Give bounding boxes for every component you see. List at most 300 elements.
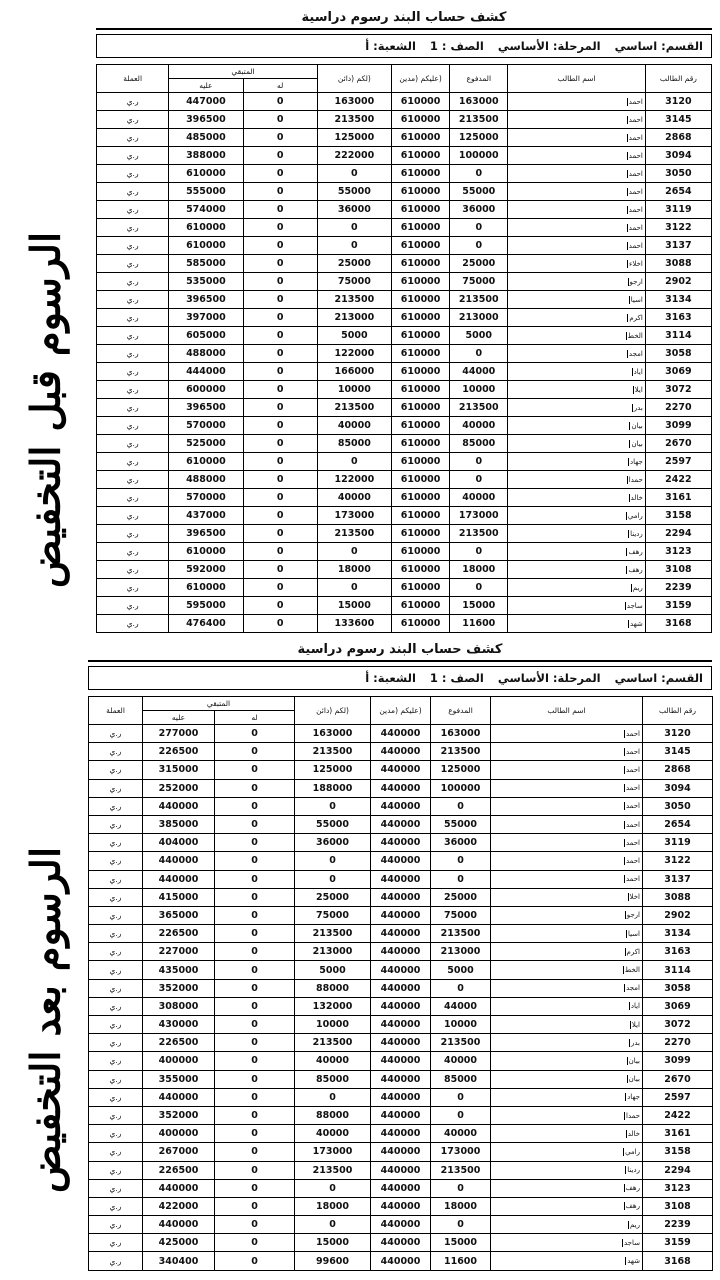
table-row	[89, 997, 713, 1015]
cell-on-him: 488000	[169, 345, 243, 363]
cell-currency: ر.ي	[97, 561, 169, 579]
cell-credit: 18000	[295, 1197, 371, 1215]
cell-paid: 0	[431, 852, 491, 870]
cell-credit: 0	[317, 237, 391, 255]
col-currency: العملة	[89, 697, 143, 725]
section: الشعبة: أ	[365, 39, 416, 53]
cell-debit: 440000	[371, 906, 431, 924]
cell-student-name	[491, 1125, 643, 1143]
cell-currency: ر.ي	[97, 273, 169, 291]
cell-student-no: 2270	[643, 1034, 713, 1052]
cell-currency: ر.ي	[89, 743, 143, 761]
cell-for-him: 0	[243, 201, 317, 219]
cell-student-name	[491, 979, 643, 997]
cell-for-him: 0	[215, 870, 295, 888]
cell-on-him: 447000	[169, 93, 243, 111]
cell-credit: 10000	[317, 381, 391, 399]
statement-after	[88, 640, 712, 1271]
table-row	[97, 615, 712, 633]
cell-credit: 213500	[295, 925, 371, 943]
cell-on-him: 252000	[143, 779, 215, 797]
table-row	[89, 1197, 713, 1215]
student-name-text: ريم	[630, 1220, 640, 1229]
col-currency: العملة	[97, 65, 169, 93]
cell-paid: 40000	[450, 489, 508, 507]
student-name-text: شهد	[627, 1257, 640, 1266]
table-row	[89, 1088, 713, 1106]
table-row	[89, 961, 713, 979]
cell-currency: ر.ي	[97, 147, 169, 165]
cell-student-name	[491, 1070, 643, 1088]
cell-student-no: 2239	[643, 1216, 713, 1234]
cell-debit: 610000	[391, 129, 449, 147]
cell-on-him: 277000	[143, 725, 215, 743]
cell-student-name	[508, 525, 645, 543]
cell-on-him: 485000	[169, 129, 243, 147]
cell-student-no: 2670	[643, 1070, 713, 1088]
cell-debit: 440000	[371, 1106, 431, 1124]
cell-for-him: 0	[215, 797, 295, 815]
cell-for-him: 0	[243, 471, 317, 489]
cell-student-no: 3108	[645, 561, 711, 579]
cell-currency: ر.ي	[89, 1197, 143, 1215]
cell-on-him: 396500	[169, 291, 243, 309]
cell-student-no: 3088	[645, 255, 711, 273]
student-name-text: احمد	[626, 729, 640, 738]
cell-on-him: 226500	[143, 925, 215, 943]
cell-paid: 213500	[450, 399, 508, 417]
student-name-text: ردينا	[627, 1166, 640, 1175]
cell-paid: 5000	[431, 961, 491, 979]
student-name-text: احمد	[628, 187, 643, 196]
cell-on-him: 396500	[169, 525, 243, 543]
table-body	[97, 93, 712, 633]
cell-on-him: 388000	[169, 147, 243, 165]
cell-student-name	[491, 870, 643, 888]
cell-currency: ر.ي	[89, 797, 143, 815]
table-row	[89, 1216, 713, 1234]
cell-paid: 15000	[450, 597, 508, 615]
cell-on-him: 610000	[169, 579, 243, 597]
cell-student-no: 3122	[645, 219, 711, 237]
table-row	[97, 435, 712, 453]
table-row	[97, 111, 712, 129]
cell-paid: 85000	[431, 1070, 491, 1088]
stage: المرحلة: الأساسي	[497, 39, 601, 53]
department: القسم: اساسي	[614, 39, 703, 53]
cell-for-him: 0	[215, 906, 295, 924]
cell-student-name	[491, 906, 643, 924]
cell-student-no: 2868	[643, 761, 713, 779]
cell-currency: ر.ي	[97, 309, 169, 327]
col-on-him: عليه	[143, 711, 215, 725]
cell-student-name	[491, 961, 643, 979]
student-name-text: بيان	[628, 1075, 640, 1084]
label-before-discount: الرسوم قبل التخفيض	[22, 231, 70, 589]
cell-debit: 610000	[391, 597, 449, 615]
cell-on-him: 422000	[143, 1197, 215, 1215]
student-name-text: احمد	[628, 115, 643, 124]
table-row	[89, 743, 713, 761]
cell-paid: 0	[431, 1088, 491, 1106]
cell-credit: 0	[295, 1179, 371, 1197]
cell-for-him: 0	[215, 1106, 295, 1124]
cell-student-name	[491, 761, 643, 779]
table-row	[97, 255, 712, 273]
cell-credit: 0	[295, 852, 371, 870]
cell-debit: 440000	[371, 1216, 431, 1234]
student-name-text: رامي	[625, 1147, 640, 1156]
cell-credit: 0	[317, 165, 391, 183]
cell-student-no: 2670	[645, 435, 711, 453]
cell-paid: 213000	[431, 943, 491, 961]
cell-credit: 125000	[317, 129, 391, 147]
cell-credit: 40000	[317, 489, 391, 507]
cell-debit: 610000	[391, 417, 449, 435]
student-name-text: اياد	[633, 367, 643, 376]
col-for-him: له	[243, 79, 317, 93]
col-for-him: له	[215, 711, 295, 725]
table-row	[97, 381, 712, 399]
cell-student-name	[491, 925, 643, 943]
cell-debit: 440000	[371, 743, 431, 761]
cell-on-him: 308000	[143, 997, 215, 1015]
cell-on-him: 352000	[143, 979, 215, 997]
cell-credit: 122000	[317, 345, 391, 363]
cell-debit: 610000	[391, 165, 449, 183]
cell-credit: 125000	[295, 761, 371, 779]
cell-student-name	[508, 381, 645, 399]
cell-credit: 40000	[317, 417, 391, 435]
student-name-text: ارجو	[626, 911, 640, 920]
cell-student-no: 2654	[643, 815, 713, 833]
cell-paid: 213500	[431, 1161, 491, 1179]
cell-debit: 440000	[371, 1252, 431, 1270]
cell-for-him: 0	[243, 543, 317, 561]
cell-debit: 610000	[391, 111, 449, 129]
cell-currency: ر.ي	[89, 1216, 143, 1234]
cell-paid: 0	[431, 1216, 491, 1234]
cell-on-him: 396500	[169, 111, 243, 129]
cell-credit: 88000	[295, 979, 371, 997]
cell-currency: ر.ي	[97, 345, 169, 363]
student-name-text: اكرم	[626, 947, 640, 956]
cell-student-no: 3094	[643, 779, 713, 797]
cell-student-no: 2902	[645, 273, 711, 291]
table-row	[97, 453, 712, 471]
cell-student-name	[491, 1016, 643, 1034]
table-row	[97, 399, 712, 417]
cell-student-no: 3094	[645, 147, 711, 165]
cell-for-him: 0	[215, 961, 295, 979]
cell-debit: 440000	[371, 797, 431, 815]
cell-student-no: 2597	[645, 453, 711, 471]
table-row	[89, 725, 713, 743]
table-row	[97, 543, 712, 561]
cell-student-name	[491, 834, 643, 852]
table-row	[97, 219, 712, 237]
cell-student-name	[508, 615, 645, 633]
cell-student-name	[508, 165, 645, 183]
cell-paid: 36000	[431, 834, 491, 852]
cell-student-no: 3058	[643, 979, 713, 997]
cell-for-him: 0	[243, 345, 317, 363]
cell-debit: 610000	[391, 345, 449, 363]
cell-debit: 440000	[371, 815, 431, 833]
cell-currency: ر.ي	[89, 852, 143, 870]
student-name-text: اسيا	[630, 295, 643, 304]
cell-student-no: 3114	[643, 961, 713, 979]
student-name-text: بيان	[631, 439, 643, 448]
cell-on-him: 600000	[169, 381, 243, 399]
cell-credit: 15000	[317, 597, 391, 615]
cell-credit: 166000	[317, 363, 391, 381]
student-name-text: جهاد	[627, 1093, 640, 1102]
cell-paid: 0	[431, 979, 491, 997]
cell-debit: 610000	[391, 93, 449, 111]
cell-debit: 610000	[391, 543, 449, 561]
student-name-text: احمد	[626, 838, 640, 847]
cell-debit: 610000	[391, 147, 449, 165]
cell-student-name	[508, 219, 645, 237]
col-credit: (لكم (دائن	[317, 65, 391, 93]
divider	[88, 660, 712, 662]
col-student-no: رقم الطالب	[645, 65, 711, 93]
cell-student-name	[508, 309, 645, 327]
student-name-text: حمدا	[626, 1111, 640, 1120]
table-row	[97, 561, 712, 579]
cell-credit: 36000	[295, 834, 371, 852]
cell-for-him: 0	[215, 1216, 295, 1234]
cell-paid: 25000	[431, 888, 491, 906]
cell-credit: 18000	[317, 561, 391, 579]
sheet-title: كشف حساب البند رسوم دراسية	[301, 10, 507, 25]
table-row	[89, 1143, 713, 1161]
cell-debit: 610000	[391, 237, 449, 255]
student-name-text: ريم	[632, 583, 643, 592]
student-name-text: احمد	[626, 747, 640, 756]
cell-debit: 610000	[391, 579, 449, 597]
cell-currency: ر.ي	[89, 1106, 143, 1124]
student-name-text: رهف	[625, 1202, 640, 1211]
table-row	[97, 309, 712, 327]
cell-for-him: 0	[243, 579, 317, 597]
student-name-text: احمد	[628, 151, 643, 160]
grade: الصف : 1	[429, 39, 484, 53]
cell-paid: 10000	[450, 381, 508, 399]
cell-debit: 610000	[391, 525, 449, 543]
cell-on-him: 592000	[169, 561, 243, 579]
cell-student-name	[491, 888, 643, 906]
table-row	[97, 597, 712, 615]
cell-currency: ر.ي	[97, 237, 169, 255]
cell-currency: ر.ي	[97, 201, 169, 219]
cell-student-name	[508, 183, 645, 201]
cell-debit: 440000	[371, 870, 431, 888]
cell-student-no: 3137	[645, 237, 711, 255]
cell-debit: 440000	[371, 1234, 431, 1252]
cell-currency: ر.ي	[89, 1070, 143, 1088]
cell-for-him: 0	[243, 147, 317, 165]
cell-currency: ر.ي	[89, 815, 143, 833]
cell-student-name	[508, 291, 645, 309]
cell-student-no: 3158	[645, 507, 711, 525]
student-name-text: ايلا	[634, 385, 643, 394]
cell-for-him: 0	[215, 925, 295, 943]
cell-credit: 40000	[295, 1052, 371, 1070]
cell-credit: 0	[317, 543, 391, 561]
cell-student-name	[508, 93, 645, 111]
table-row	[89, 1252, 713, 1270]
cell-debit: 440000	[371, 1197, 431, 1215]
cell-student-name	[508, 237, 645, 255]
student-name-text: اياد	[630, 1002, 640, 1011]
table-row	[97, 363, 712, 381]
cell-credit: 163000	[295, 725, 371, 743]
cell-currency: ر.ي	[97, 255, 169, 273]
cell-for-him: 0	[215, 1234, 295, 1252]
cell-student-name	[508, 147, 645, 165]
cell-credit: 222000	[317, 147, 391, 165]
cell-student-name	[508, 363, 645, 381]
table-row	[89, 1034, 713, 1052]
cell-on-him: 610000	[169, 165, 243, 183]
cell-paid: 0	[450, 453, 508, 471]
cell-credit: 40000	[295, 1125, 371, 1143]
cell-paid: 125000	[450, 129, 508, 147]
cell-on-him: 226500	[143, 1034, 215, 1052]
grade: الصف : 1	[429, 671, 484, 685]
cell-paid: 100000	[431, 779, 491, 797]
cell-debit: 610000	[391, 219, 449, 237]
cell-on-him: 396500	[169, 399, 243, 417]
cell-student-no: 3122	[643, 852, 713, 870]
cell-student-no: 3119	[643, 834, 713, 852]
cell-on-him: 430000	[143, 1016, 215, 1034]
cell-for-him: 0	[243, 327, 317, 345]
cell-on-him: 440000	[143, 1088, 215, 1106]
cell-paid: 173000	[431, 1143, 491, 1161]
cell-student-no: 3163	[645, 309, 711, 327]
cell-currency: ر.ي	[89, 906, 143, 924]
cell-debit: 440000	[371, 1179, 431, 1197]
cell-for-him: 0	[243, 309, 317, 327]
cell-on-him: 525000	[169, 435, 243, 453]
cell-on-him: 425000	[143, 1234, 215, 1252]
table-row	[97, 165, 712, 183]
table-row	[89, 1070, 713, 1088]
student-name-text: احمد	[628, 97, 643, 106]
cell-for-him: 0	[215, 815, 295, 833]
cell-paid: 0	[431, 1106, 491, 1124]
cell-paid: 0	[450, 543, 508, 561]
cell-for-him: 0	[243, 597, 317, 615]
cell-debit: 440000	[371, 943, 431, 961]
cell-debit: 440000	[371, 1070, 431, 1088]
table-row	[97, 129, 712, 147]
cell-credit: 85000	[295, 1070, 371, 1088]
cell-student-no: 3163	[643, 943, 713, 961]
cell-student-name	[508, 255, 645, 273]
cell-paid: 100000	[450, 147, 508, 165]
cell-credit: 75000	[295, 906, 371, 924]
cell-credit: 132000	[295, 997, 371, 1015]
student-name-text: امجد	[626, 984, 640, 993]
cell-for-him: 0	[215, 1088, 295, 1106]
cell-debit: 610000	[391, 183, 449, 201]
student-name-text: احمد	[626, 765, 640, 774]
cell-credit: 99600	[295, 1252, 371, 1270]
cell-credit: 213500	[317, 399, 391, 417]
cell-currency: ر.ي	[89, 1179, 143, 1197]
cell-currency: ر.ي	[89, 925, 143, 943]
cell-paid: 25000	[450, 255, 508, 273]
cell-credit: 133600	[317, 615, 391, 633]
cell-paid: 55000	[431, 815, 491, 833]
cell-currency: ر.ي	[97, 507, 169, 525]
cell-debit: 610000	[391, 255, 449, 273]
cell-currency: ر.ي	[97, 471, 169, 489]
cell-paid: 213500	[431, 743, 491, 761]
cell-for-him: 0	[243, 237, 317, 255]
cell-for-him: 0	[215, 1197, 295, 1215]
cell-paid: 75000	[431, 906, 491, 924]
student-name-text: ردينا	[630, 529, 643, 538]
cell-currency: ر.ي	[97, 327, 169, 345]
cell-currency: ر.ي	[89, 1034, 143, 1052]
class-info-bar	[88, 666, 712, 690]
cell-student-name	[508, 129, 645, 147]
cell-debit: 610000	[391, 435, 449, 453]
cell-credit: 0	[295, 1216, 371, 1234]
table-row	[97, 291, 712, 309]
student-name-text: اخلاء	[629, 259, 643, 268]
cell-currency: ر.ي	[89, 725, 143, 743]
cell-currency: ر.ي	[89, 870, 143, 888]
cell-debit: 610000	[391, 561, 449, 579]
cell-student-no: 3069	[645, 363, 711, 381]
cell-paid: 75000	[450, 273, 508, 291]
cell-student-no: 3145	[643, 743, 713, 761]
cell-for-him: 0	[243, 363, 317, 381]
cell-currency: ر.ي	[97, 615, 169, 633]
cell-currency: ر.ي	[97, 129, 169, 147]
cell-currency: ر.ي	[97, 417, 169, 435]
cell-student-no: 3050	[643, 797, 713, 815]
student-name-text: ارجو	[629, 277, 643, 286]
cell-on-him: 226500	[143, 1161, 215, 1179]
cell-for-him: 0	[215, 1125, 295, 1143]
cell-on-him: 355000	[143, 1070, 215, 1088]
table-row	[97, 183, 712, 201]
col-remaining: المتبقي	[143, 697, 295, 711]
cell-credit: 213500	[317, 291, 391, 309]
cell-paid: 163000	[431, 725, 491, 743]
cell-for-him: 0	[243, 399, 317, 417]
cell-currency: ر.ي	[89, 1234, 143, 1252]
cell-credit: 25000	[295, 888, 371, 906]
cell-student-name	[508, 489, 645, 507]
cell-for-him: 0	[215, 1070, 295, 1088]
table-row	[97, 471, 712, 489]
fees-table	[96, 64, 712, 633]
cell-for-him: 0	[215, 979, 295, 997]
cell-paid: 0	[450, 219, 508, 237]
cell-paid: 15000	[431, 1234, 491, 1252]
cell-student-no: 3114	[645, 327, 711, 345]
cell-paid: 44000	[450, 363, 508, 381]
cell-paid: 0	[431, 870, 491, 888]
